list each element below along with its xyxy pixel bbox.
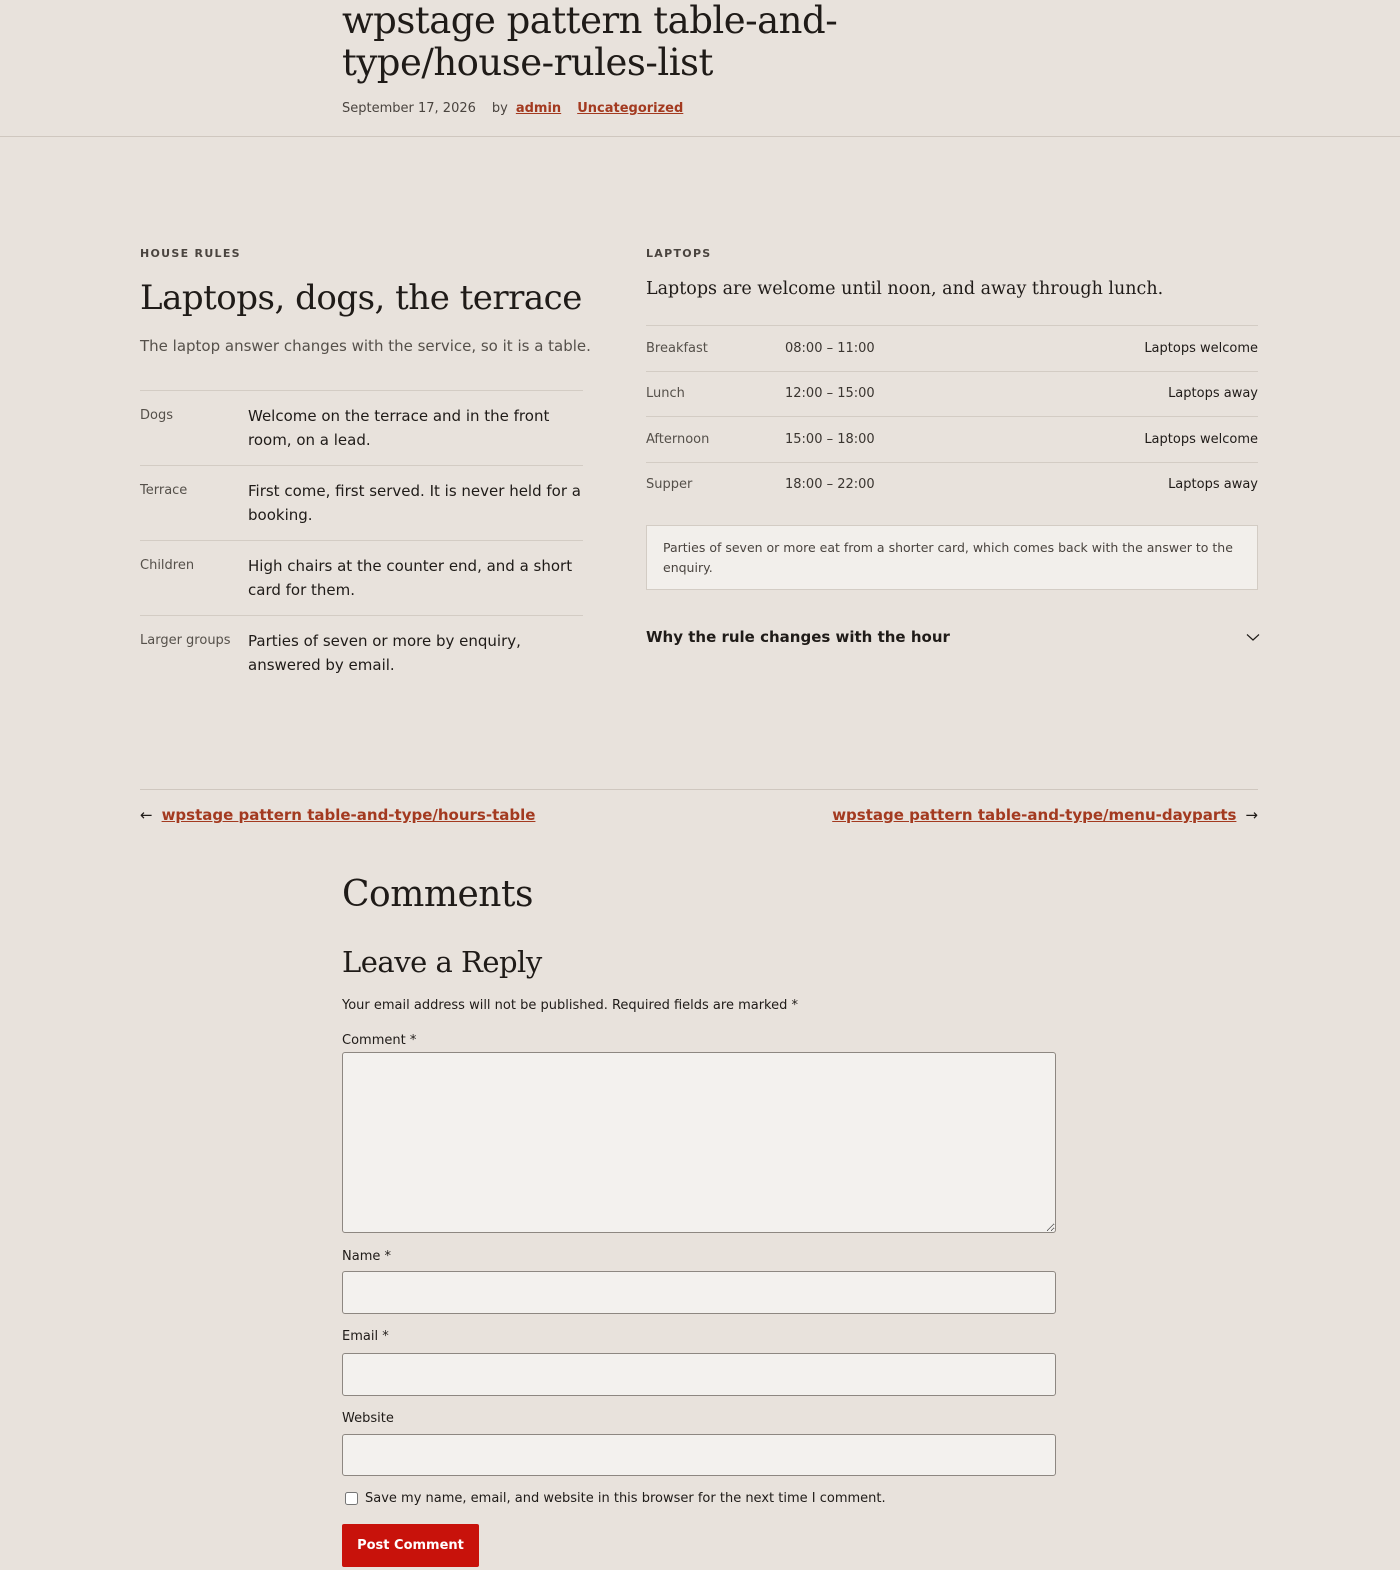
comments-title: Comments (342, 874, 533, 915)
rule-row (140, 390, 583, 465)
name-label: Name * (342, 1249, 391, 1264)
chevron-down-icon[interactable] (1246, 630, 1260, 644)
arrow-right-icon: → (1245, 806, 1258, 824)
comment-label: Comment * (342, 1033, 417, 1048)
category-link[interactable]: Uncategorized (577, 101, 684, 116)
laptop-status: Laptops welcome (1144, 340, 1258, 356)
next-post[interactable] (832, 806, 1258, 824)
next-post-link[interactable]: wpstage pattern table-and-type/menu-dayparts (832, 806, 1237, 824)
rule-value: Welcome on the terrace and in the front room, on a lead. (248, 407, 550, 449)
table-row (646, 416, 1258, 462)
table-row (646, 371, 1258, 417)
author-link[interactable]: admin (515, 101, 562, 116)
post-date: September 17, 2026 (342, 101, 476, 116)
comment-textarea[interactable] (342, 1052, 1056, 1233)
laptop-hours-table (646, 325, 1258, 507)
service-name: Supper (646, 477, 693, 493)
rule-key: Children (140, 558, 195, 573)
rule-row (140, 540, 583, 615)
details-summary[interactable]: Why the rule changes with the hour (646, 628, 950, 646)
rule-value: Parties of seven or more by enquiry, answered by email. (248, 632, 521, 674)
save-info-label[interactable]: Save my name, email, and website in this browser for the next time I comment. (365, 1491, 886, 1506)
laptop-status: Laptops welcome (1144, 431, 1258, 447)
previous-post-link[interactable]: wpstage pattern table-and-type/hours-table (161, 806, 536, 824)
email-field[interactable] (342, 1353, 1056, 1396)
rule-value: First come, first served. It is never held for a booking. (248, 482, 581, 524)
laptops-lede: Laptops are welcome until noon, and away through lunch. (646, 279, 1164, 299)
arrow-left-icon: ← (140, 806, 153, 824)
service-time: 08:00 – 11:00 (785, 340, 875, 356)
post-byline: by (491, 101, 508, 116)
name-field[interactable] (342, 1271, 1056, 1314)
service-name: Breakfast (646, 340, 708, 356)
service-name: Lunch (646, 386, 685, 402)
save-info-row (345, 1491, 886, 1506)
service-name: Afternoon (646, 431, 710, 447)
post-title: wpstage pattern table-and-type/house-rules-list (342, 0, 838, 84)
reply-title: Leave a Reply (342, 945, 542, 979)
save-info-checkbox[interactable] (345, 1492, 358, 1505)
house-rules-title: Laptops, dogs, the terrace (140, 278, 582, 318)
house-rules-list (140, 390, 583, 690)
service-time: 18:00 – 22:00 (785, 477, 875, 493)
post-comment-button[interactable]: Post Comment (342, 1524, 479, 1567)
post-header (0, 0, 1400, 137)
laptops-eyebrow: LAPTOPS (646, 247, 712, 260)
table-row (646, 325, 1258, 371)
email-label: Email * (342, 1329, 389, 1344)
previous-post[interactable] (140, 806, 535, 824)
rule-row (140, 615, 583, 690)
rule-key: Larger groups (140, 633, 231, 648)
house-rules-eyebrow: HOUSE RULES (140, 247, 241, 260)
rule-key: Dogs (140, 408, 173, 423)
laptop-status: Laptops away (1168, 477, 1258, 493)
larger-parties-note: Parties of seven or more eat from a shorter card, which comes back with the answer to the enquiry. (646, 525, 1258, 590)
rule-value: High chairs at the counter end, and a short card for them. (248, 557, 573, 599)
rule-row (140, 465, 583, 540)
website-label: Website (342, 1411, 394, 1426)
rule-details-toggle[interactable] (646, 624, 1260, 650)
table-row (646, 462, 1258, 508)
comment-notes: Your email address will not be published. Required fields are marked * (342, 998, 798, 1013)
service-time: 15:00 – 18:00 (785, 431, 875, 447)
service-time: 12:00 – 15:00 (785, 386, 875, 402)
laptop-status: Laptops away (1168, 386, 1258, 402)
post-meta (342, 101, 683, 116)
rule-key: Terrace (140, 483, 188, 498)
house-rules-intro: The laptop answer changes with the service, so it is a table. (140, 337, 591, 355)
post-navigation (140, 789, 1258, 839)
website-field[interactable] (342, 1434, 1056, 1476)
